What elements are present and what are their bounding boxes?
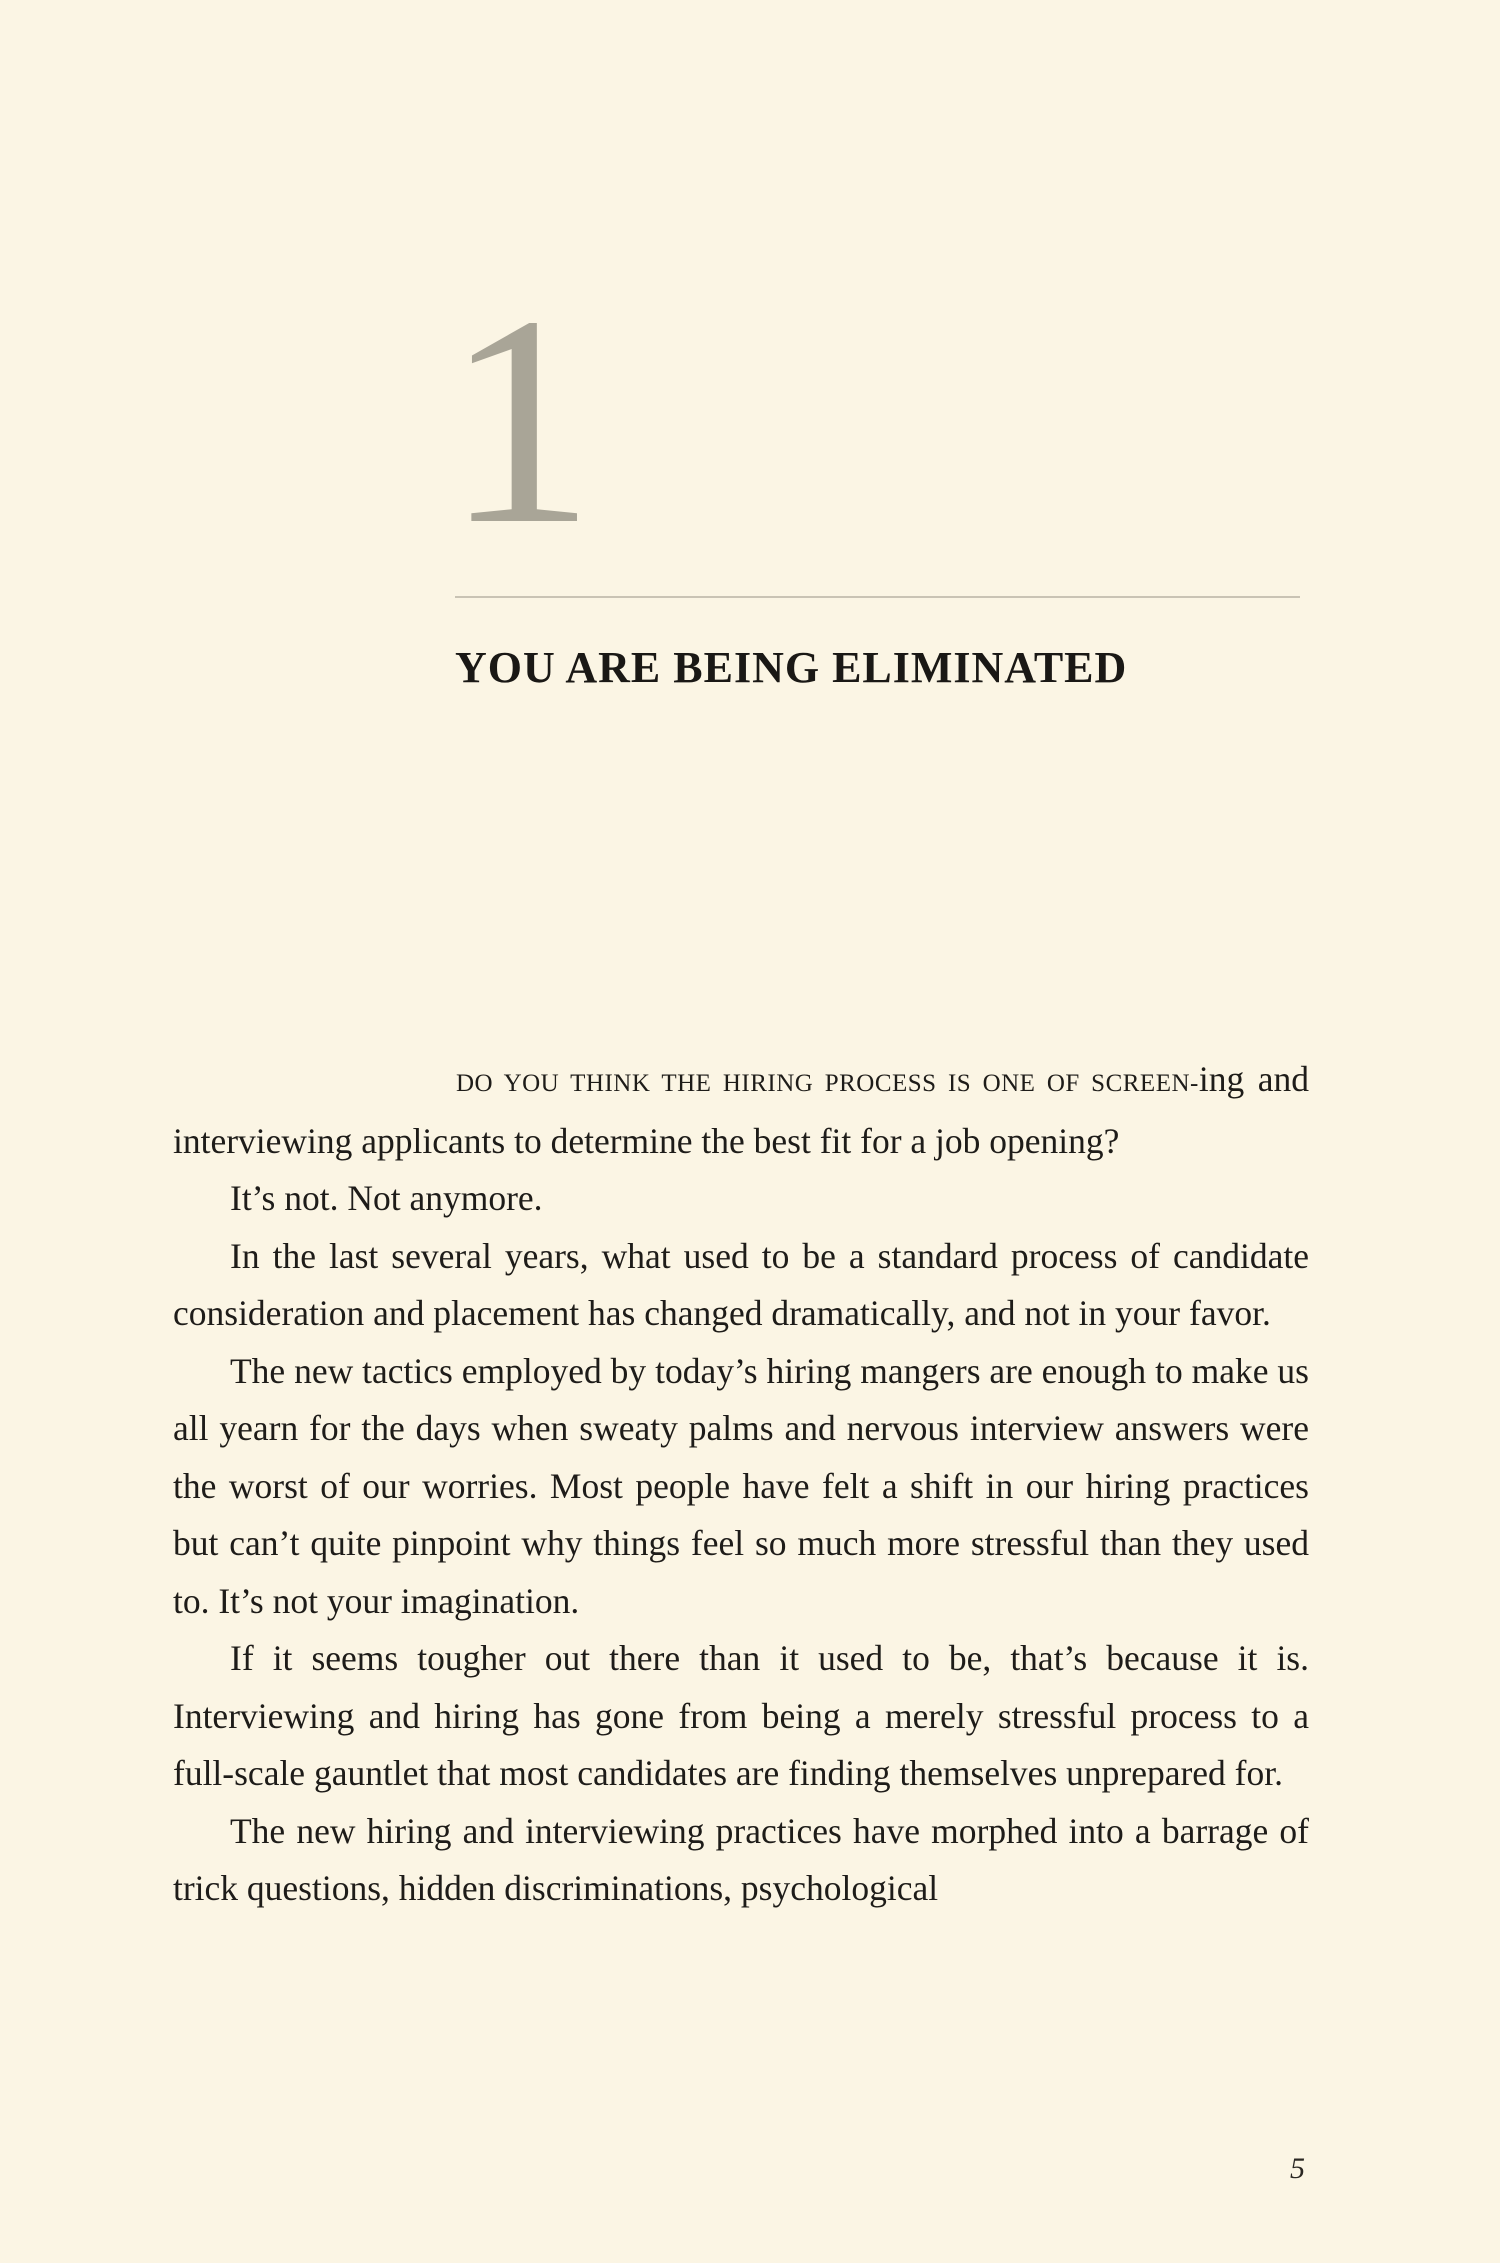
paragraph: The new hiring and interviewing practices have morphed into a barrage of trick questions, hidden discriminations, psychological bbox=[173, 1810, 1309, 1908]
body-text bbox=[173, 1051, 1309, 1918]
chapter-number: 1 bbox=[445, 254, 595, 586]
paragraph: In the last several years, what used to be a standard process of candidate consideration and placement has changed dramatically, and not in your favor. bbox=[173, 1235, 1309, 1333]
paragraph: If it seems tougher out there than it used to be, that’s because it is. Interviewing and hiring has gone from being a merely stressful process to a full-scale gauntlet that most candidates are finding themselves unprepared for. bbox=[173, 1638, 1309, 1793]
paragraph: It’s not. Not anymore. bbox=[230, 1178, 543, 1218]
lead-caps: DO YOU THINK THE HIRING PROCESS IS ONE OF SCREEN- bbox=[456, 1070, 1199, 1097]
chapter-rule bbox=[455, 596, 1300, 598]
lead-rest: ing and interviewing applicants to determine the best fit for a job opening? bbox=[173, 1059, 1309, 1161]
page-number: 5 bbox=[1290, 2152, 1305, 2185]
chapter-title: YOU ARE BEING ELIMINATED bbox=[455, 643, 1128, 692]
lead-paragraph bbox=[173, 1051, 1309, 1170]
paragraph: The new tactics employed by today’s hiring mangers are enough to make us all yearn for the days when sweaty palms and nervous interview answers were the worst of our worries. Most people have felt a shift in our hiring practices but can’t quite pinpoint why things feel so much more stressful than they used to. It’s not your imagination. bbox=[173, 1350, 1309, 1621]
